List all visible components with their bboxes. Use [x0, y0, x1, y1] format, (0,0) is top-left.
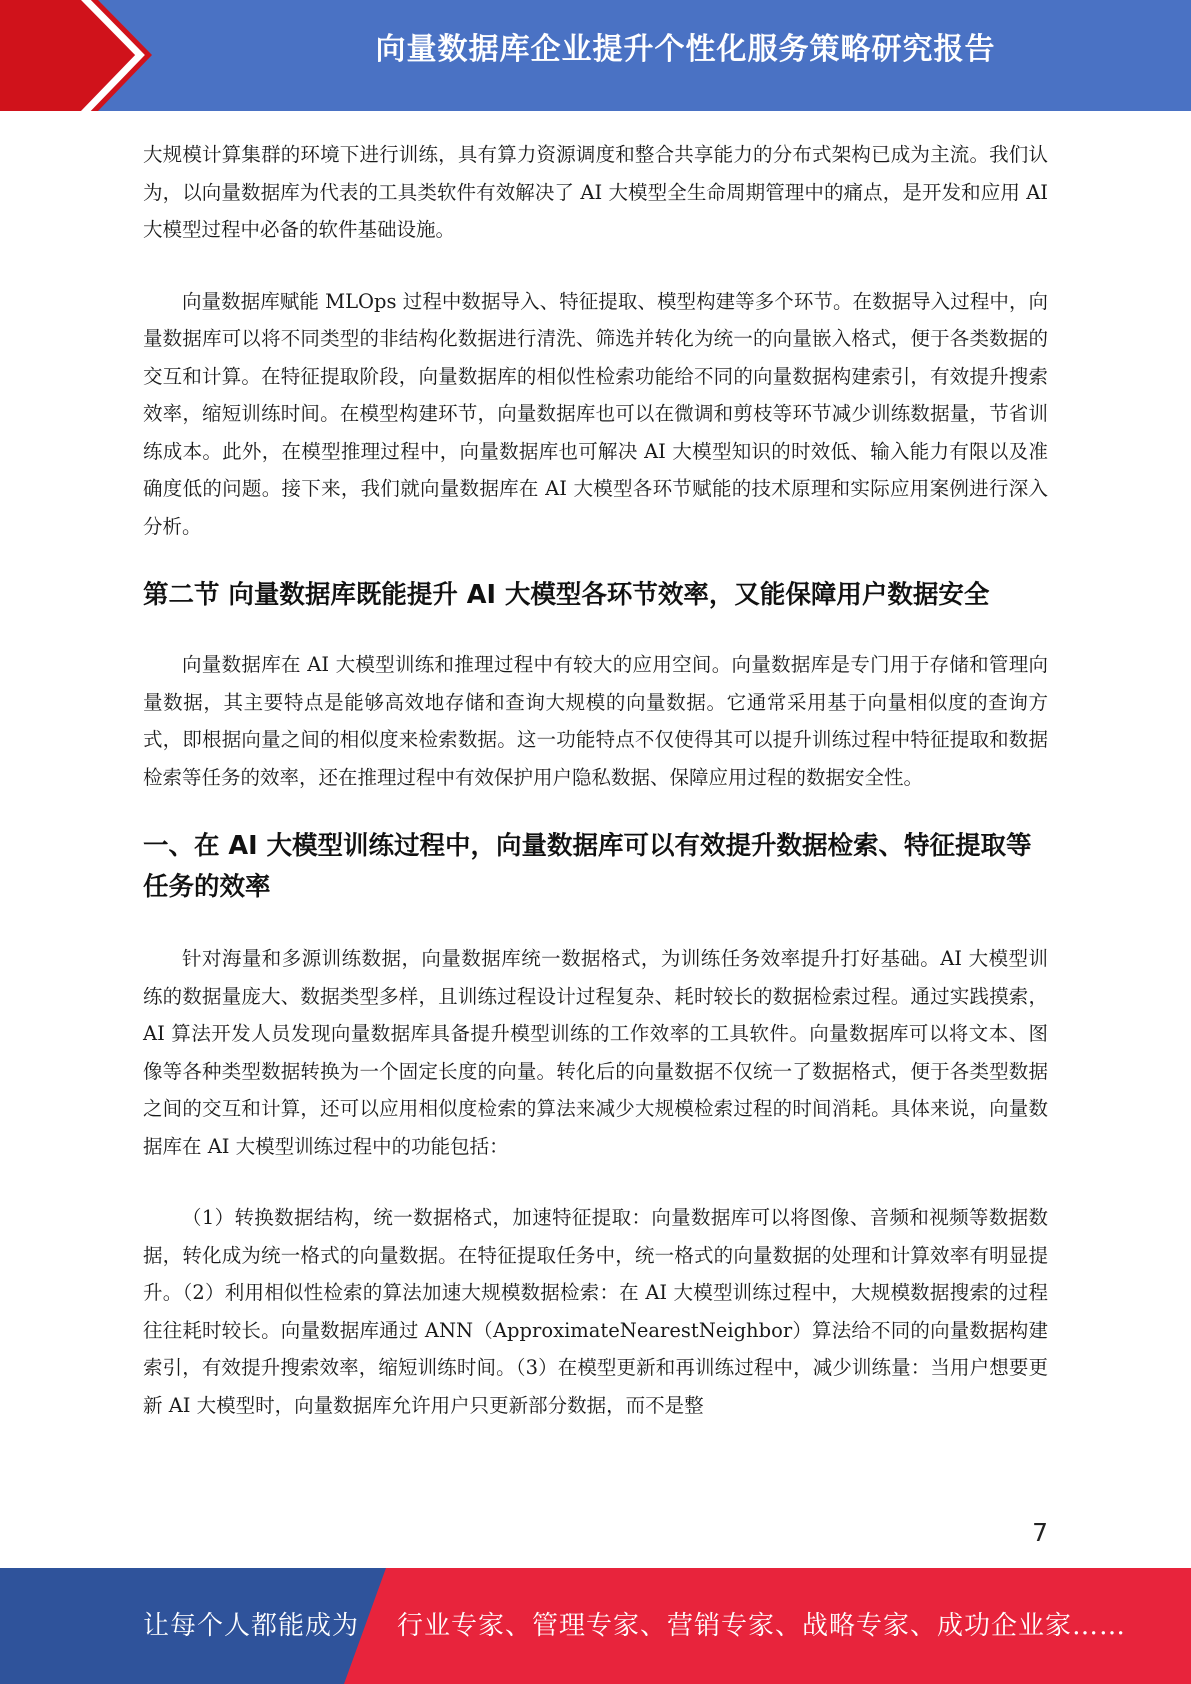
subsection-heading: 一、在 AI 大模型训练过程中，向量数据库可以有效提升数据检索、特征提取等任务的效率 [143, 831, 1032, 902]
red-chevron-graphic [0, 0, 200, 111]
paragraph-functions: （1）转换数据结构，统一数据格式，加速特征提取：向量数据库可以将图像、音频和视频等数据数据，转化成为统一格式的向量数据。在特征提取任务中，统一格式的向量数据的处理和计算效率有明显提升。（2）利用相似性检索的算法加速大规模数据检索：在 AI 大模型训练过程中，大规模数据搜索的过程往往耗时较长。向量数据库通过 ANN（ApproximateNearestNeighbor）算法给不同的向量数据构建索引，有效提升搜索效率，缩短训练时间。（3）在模型更新和再训练过程中，减少训练量：当用户想要更新 AI 大模型时，向量数据库允许用户只更新部分数据，而不是整 [143, 1206, 1048, 1417]
page-footer [0, 1568, 1191, 1684]
report-title: 向量数据库企业提升个性化服务策略研究报告 [375, 32, 996, 67]
page-header [0, 0, 1191, 111]
paragraph-continuation: 大规模计算集群的环境下进行训练，具有算力资源调度和整合共享能力的分布式架构已成为主流。我们认为，以向量数据库为代表的工具类软件有效解决了 AI 大模型全生命周期管理中的痛点，是开发和应用 AI 大模型过程中必备的软件基础设施。 [143, 143, 1048, 241]
section-heading: 第二节 向量数据库既能提升 AI 大模型各环节效率，又能保障用户数据安全 [143, 580, 990, 610]
paragraph-section-intro: 向量数据库在 AI 大模型训练和推理过程中有较大的应用空间。向量数据库是专门用于存储和管理向量数据，其主要特点是能够高效地存储和查询大规模的向量数据。它通常采用基于向量相似度的查询方式，即根据向量之间的相似度来检索数据。这一功能特点不仅使得其可以提升训练过程中特征提取和数据检索等任务的效率，还在推理过程中有效保护用户隐私数据、保障应用过程的数据安全性。 [143, 653, 1048, 789]
paragraph-mlops: 向量数据库赋能 MLOps 过程中数据导入、特征提取、模型构建等多个环节。在数据导入过程中，向量数据库可以将不同类型的非结构化数据进行清洗、筛选并转化为统一的向量嵌入格式，便于各类数据的交互和计算。在特征提取阶段，向量数据库的相似性检索功能给不同的向量数据构建索引，有效提升搜索效率，缩短训练时间。在模型构建环节，向量数据库也可以在微调和剪枝等环节减少训练数据量，节省训练成本。此外，在模型推理过程中，向量数据库也可解决 AI 大模型知识的时效低、输入能力有限以及准确度低的问题。接下来，我们就向量数据库在 AI 大模型各环节赋能的技术原理和实际应用案例进行深入分析。 [143, 289, 1048, 538]
page-number: 7 [1032, 1518, 1048, 1547]
page-body [143, 136, 1048, 1424]
paragraph-training: 针对海量和多源训练数据，向量数据库统一数据格式，为训练任务效率提升打好基础。AI 大模型训练的数据量庞大、数据类型多样，且训练过程设计过程复杂、耗时较长的数据检索过程。通过实践摸索，AI 算法开发人员发现向量数据库具备提升模型训练的工作效率的工具软件。向量数据库可以将文本、图像等各种类型数据转换为一个固定长度的向量。转化后的向量数据不仅统一了数据格式，便于各类型数据之间的交互和计算，还可以应用相似度检索的算法来减少大规模检索过程的时间消耗。具体来说，向量数据库在 AI 大模型训练过程中的功能包括： [143, 947, 1048, 1158]
footer-slogan-right: 行业专家、管理专家、营销专家、战略专家、成功企业家…… [397, 1611, 1127, 1641]
footer-slogan-left: 让每个人都能成为 [143, 1611, 360, 1641]
